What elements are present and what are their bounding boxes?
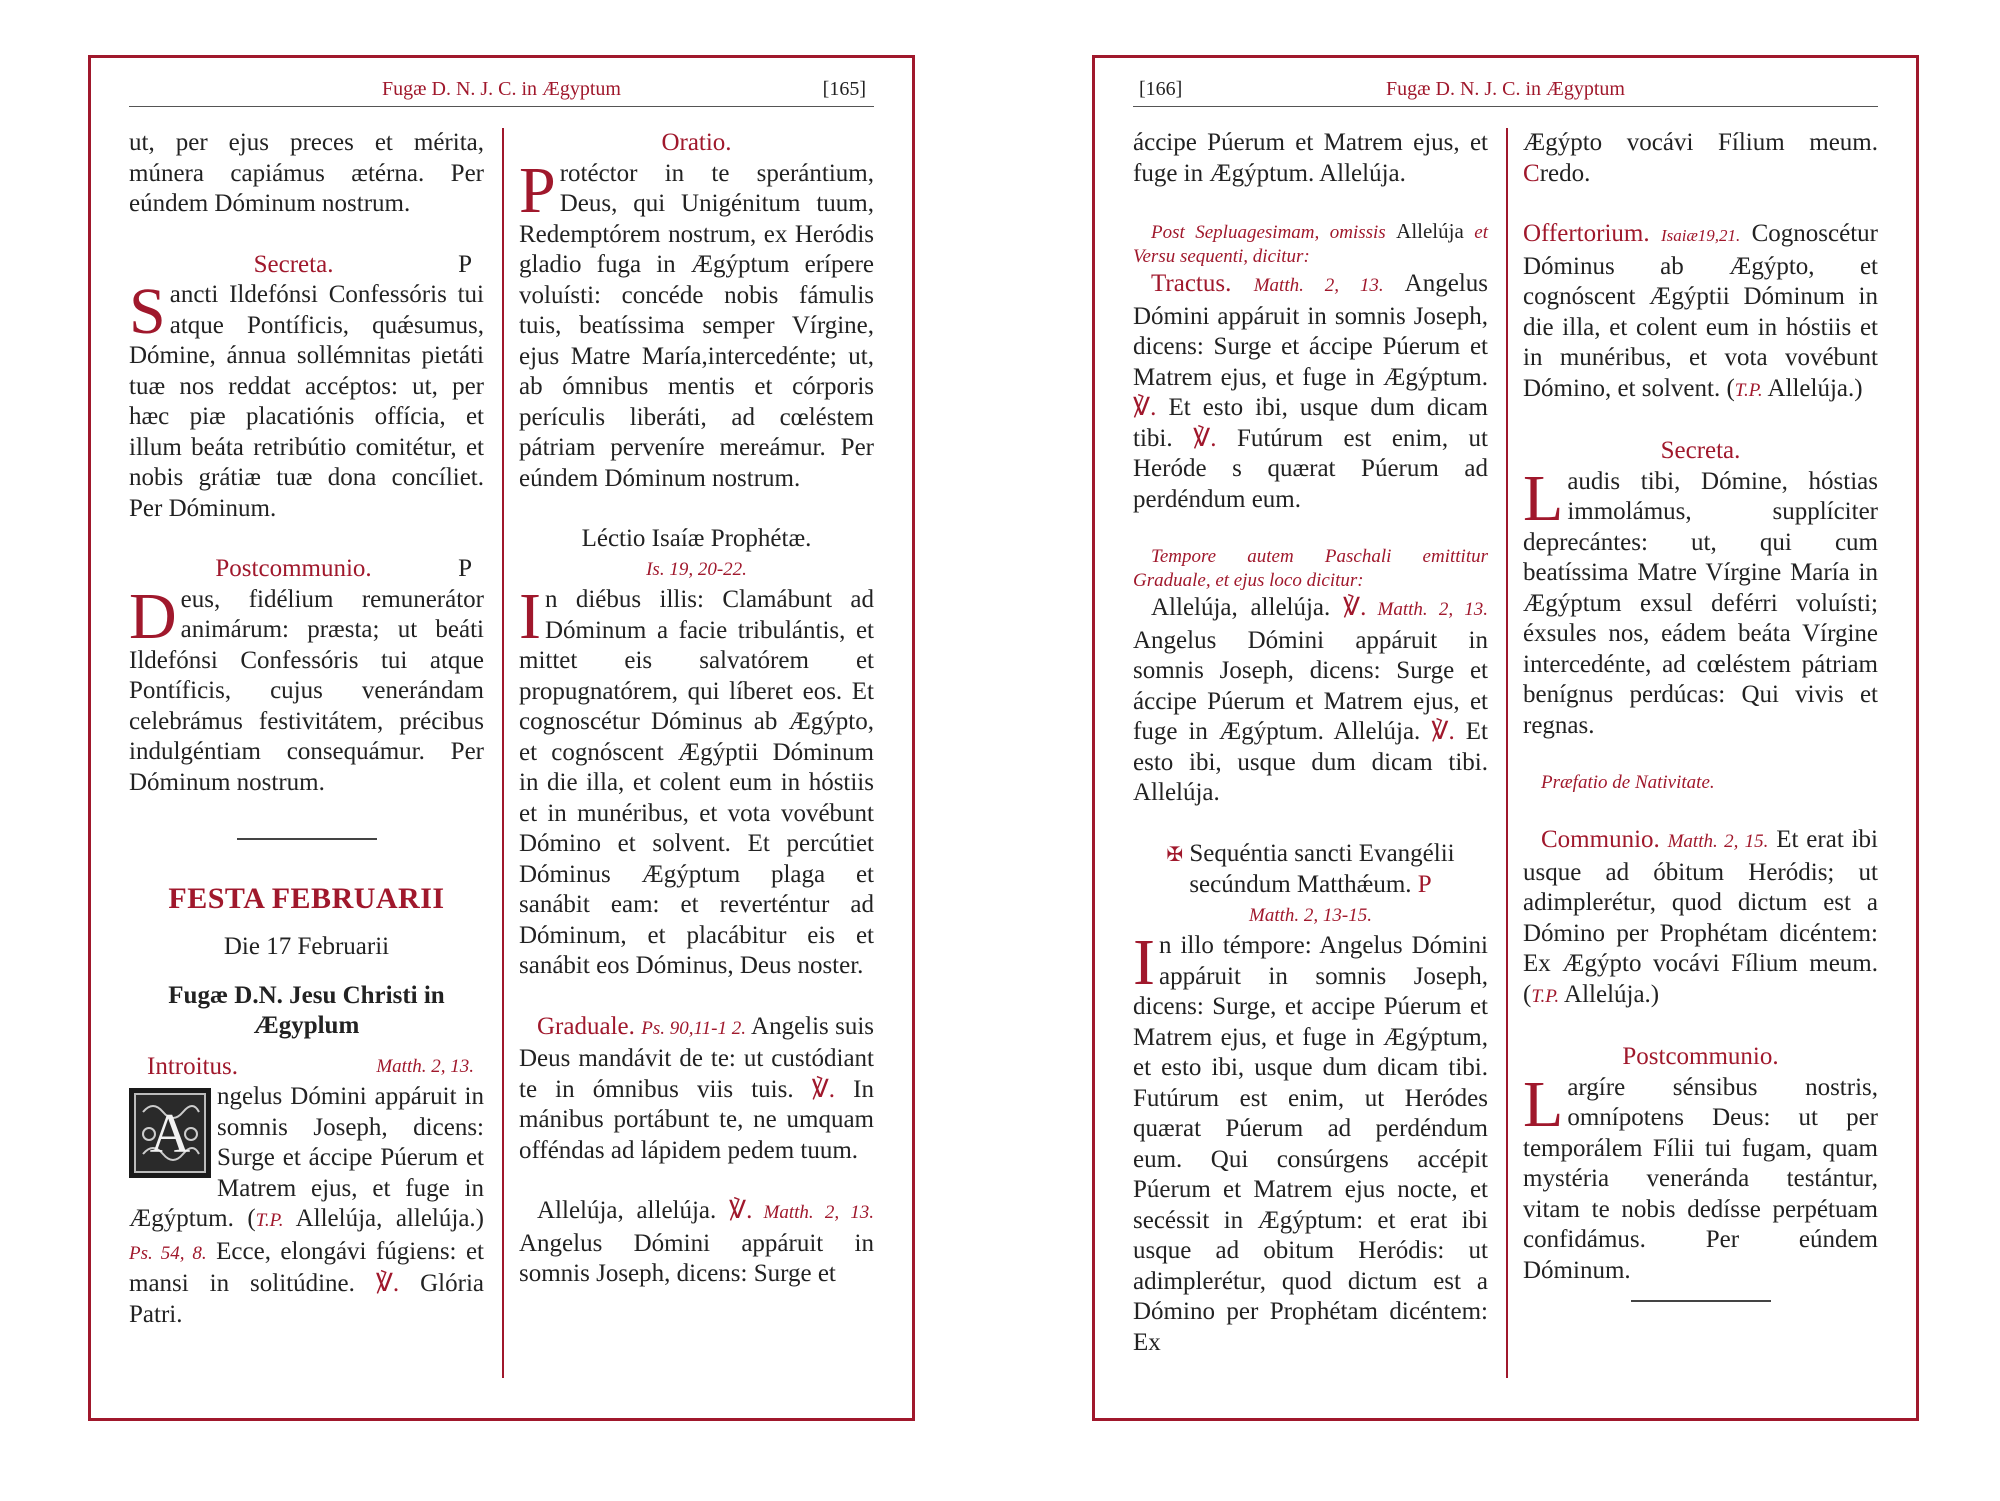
evangelium-title: ✠ Sequéntia sancti Evangélii secúndum Matthǽum. P: [1166, 839, 1455, 898]
page-number: [166]: [1139, 78, 1183, 100]
page-166: [1092, 55, 1919, 1421]
section-title-offertorium: Offertorium.: [1523, 220, 1650, 247]
feast-date: Die 17 Februarii: [223, 933, 390, 960]
scripture-reference: Matth. 2, 13.: [376, 1055, 474, 1077]
section-title-oratio: Oratio.: [661, 129, 732, 156]
proper-mark: P: [1417, 871, 1432, 898]
scripture-reference: Is. 19, 20-22.: [646, 558, 747, 580]
postcommunio-text: Deus, fidélium remunerátor animárum: præsta; ut beáti Ildefónsi Confessóris tui atque Pontíficis, cujus venerándam celebrámus festivitátem, précibus indulgéntiam consequámur. Per Dóminum nostrum.: [129, 579, 484, 796]
section-title-secreta: Secreta. P: [129, 250, 484, 281]
scripture-reference: Matth. 2, 13.: [752, 1202, 874, 1223]
column-right: [1523, 128, 1878, 1302]
tractus-text: Tractus. Matth. 2, 13. Angelus Dómini appáruit in somnis Joseph, dicens: Surge et áccipe Púerum et Matrem ejus, et fuge in Ægýptum. ℣. Et esto ibi, usque dum dicam tibi. ℣. Futúrum est enim, ut Heróde s quærat Púerum ad perdéndum eum.: [1133, 270, 1489, 513]
credo-initial: C: [1523, 159, 1540, 187]
feast-name: Fugæ D.N. Jesu Christi in Ægyplum: [168, 981, 445, 1039]
opening-text: Ægýpto vocávi Fílium meum. Credo.: [1523, 129, 1878, 187]
rubric-paschal: Tempore autem Paschali emittitur Graduale, et ejus loco dicitur:: [1133, 546, 1488, 591]
opening-text: ut, per ejus preces et mérita, múnera capiámus ætérna. Per eúndem Dóminum nostrum.: [129, 129, 484, 217]
section-title-graduale: Graduale.: [537, 1012, 635, 1040]
versicle-icon: ℣.: [728, 1197, 753, 1224]
proper-mark: P: [458, 250, 472, 278]
section-title-communio: Communio.: [1541, 826, 1660, 853]
column-rule: [1506, 128, 1508, 1378]
evangelium-text: In illo témpore: Angelus Dómini appáruit in somnis Joseph, dicens: Surge, et accipe Púerum et Matrem ejus, et fuge in Ægýptum, et esto ibi, usque dum dicam tibi. Futúrum est enim, ut Heródes quærat Púerum ad perdéndum eum. Qui consúrgens accépit Púerum et Matrem ejus nocte, et secéssit in Ægýptum: et erat ibi usque ad obitum Heródis: ut adimplerétur, quod dictum est a Dómino per Prophétam dicéntem: Ex: [1133, 926, 1488, 1356]
introitus-header: [129, 1052, 484, 1083]
versicle-icon: ℣.: [1133, 394, 1157, 421]
drop-cap-initial: P: [519, 153, 556, 227]
column-left: [1133, 128, 1488, 1358]
column-right: [519, 128, 874, 1290]
versicle-icon: ℣.: [811, 1075, 836, 1103]
drop-cap-initial: S: [129, 275, 166, 348]
secreta-text: Laudis tibi, Dómine, hóstias immolámus, supplíciter deprecántes: ut, qui cum beatíssima Matre Vírgine María in Ægýptum exsul deférri voluísti; éxsules nos, eádem beáta Vírgine intercedénte, ad cœléstem pátriam benígnus perdúcas: Qui vivis et regnas.: [1523, 461, 1878, 739]
lectio-text: In diébus illis: Clamábunt ad Dóminum a facie tribulántis, et mittet eis salvatórem et propugnatórem, qui líberet eos. Et cognoscétur Dóminus ab Ægýpto, et cognóscent Ægýptii Dóminum in die illa, et colent eum in hóstiis et in munéribus, et vota vovébunt Dómino et solvent. Et percútiet Dóminus Ægýptum plaga et sanábit eam: et reverténtur ad Dóminum, et placábitur eis et sanábit eos Dóminus, Deus noster.: [519, 580, 874, 979]
alleluia-text: Allelúja, allelúja. ℣. Matth. 2, 13. Angelus Dómini appáruit in somnis Joseph, dicens: Surge et: [519, 1197, 874, 1287]
secreta-text: Sancti Ildefónsi Confessóris tui atque Pontíficis, quǽsumus, Dómine, ánnua sollémnitas pietáti tuæ nos reddat accéptos: ut, per hæc piæ placatiónis offícia, et illum beáta retribútio comitétur, et nobis grátiæ tuæ dona concíliet. Per Dóminum.: [129, 275, 484, 522]
drop-cap-initial: I: [1133, 926, 1155, 999]
scripture-reference: Ps. 54, 8.: [129, 1242, 207, 1264]
scripture-reference: Ps. 90,11-1 2.: [641, 1017, 747, 1039]
running-head: [1133, 72, 1878, 107]
oratio-text: Protéctor in te sperántium, Deus, qui Unigénitum tuum, Redemptórem nostrum, ex Heródis gladio fuga in Ægýptum erípere voluísti: concéde nobis fámulis tuis, beatíssima semper Vírgine, ejus Matre María,intercedénte; ut, ab ómnibus mentis et córporis perículis liberáti, ad cœléstem pátriam perveníre mereámur. Per eúndem Dóminum nostrum.: [519, 153, 874, 492]
running-title: Fugæ D. N. J. C. in Ægyptum: [382, 78, 621, 100]
page-165: [88, 55, 915, 1421]
scripture-reference: Isaiæ19,21.: [1660, 226, 1741, 245]
ornate-initial-icon: [129, 1088, 211, 1178]
drop-cap-initial: I: [519, 580, 541, 653]
festa-heading: FESTA FEBRUARII: [168, 881, 445, 915]
section-title-secreta: Secreta.: [1660, 437, 1741, 464]
section-title-postcommunio: Postcommunio. P: [129, 554, 484, 585]
section-divider: [1631, 1300, 1771, 1302]
versicle-icon: ℣.: [1342, 594, 1367, 621]
versicle-icon: ℣.: [1431, 718, 1455, 745]
scripture-reference: Matth. 2, 13-15.: [1249, 904, 1372, 926]
cross-icon: ✠: [1166, 843, 1184, 866]
svg-text:A: A: [149, 1103, 191, 1165]
alleluia-tp-text: Allelúja, allelúja. ℣. Matth. 2, 13. Angelus Dómini appáruit in somnis Joseph, dicens: Surge et áccipe Púerum et Matrem ejus, et fuge in Ægýptum. Allelúja. ℣. Et esto ibi, usque dum dicam tibi. Allelúja.: [1133, 594, 1489, 806]
section-title-tractus: Tractus.: [1151, 270, 1232, 297]
versicle-icon: ℣.: [375, 1270, 400, 1297]
section-title-postcommunio: Postcommunio.: [1622, 1043, 1779, 1070]
section-title-introitus: Introitus.: [147, 1052, 238, 1080]
proper-mark: P: [458, 555, 472, 582]
running-title: Fugæ D. N. J. C. in Ægyptum: [1386, 78, 1625, 100]
column-rule: [502, 128, 504, 1378]
opening-text: áccipe Púerum et Matrem ejus, et fuge in Ægýptum. Allelúja.: [1133, 129, 1488, 187]
drop-cap-initial: L: [1523, 461, 1564, 535]
scripture-reference: Matth. 2, 13.: [1253, 275, 1384, 296]
praefatio-rubric: Præfatio de Nativitate.: [1541, 772, 1715, 793]
communio-text: Communio. Matth. 2, 15. Et erat ibi usque ad óbitum Heródis; ut adimplerétur, quod dictum est a Dómino per Prophétam dicéntem: Ex Ægýpto vocávi Fílium meum. (T.P. Allelúja.): [1523, 826, 1879, 1008]
scripture-reference: Matth. 2, 13.: [1366, 599, 1488, 620]
drop-cap-initial: L: [1523, 1067, 1564, 1141]
postcommunio-text: Largíre sénsibus nostris, omnípotens Deus: ut per temporálem Fílii tui fugam, quam mystéria veneránda testántur, vitam te nobis dedísse perpétuam confidámus. Per eúndem Dóminum.: [1523, 1067, 1878, 1284]
versicle-icon: ℣.: [1193, 424, 1217, 452]
lectio-title: Léctio Isaíæ Prophétæ.: [581, 525, 812, 552]
rubric-septuagesima: Post Sepluagesimam, omissis Allelúja et Versu sequenti, dicitur:: [1133, 219, 1488, 267]
introitus-text: A ngelus Dómini appáruit in somnis Joseph, dicens: Surge et áccipe Púerum et Matrem ejus, et fuge in Ægýptum. (T.P. Allelúja, allelúja.) Ps. 54, 8. Ecce, elongávi fúgiens: et mansi in solitúdine. ℣. Glória Patri.: [129, 1083, 484, 1328]
drop-cap-initial: D: [129, 579, 177, 653]
graduale-text: Graduale. Ps. 90,11-1 2. Angelis suis Deus mandávit de te: ut custódiant te in ómnibus viis tuis. ℣. In mánibus portábunt te, ne umquam offéndas ad lápidem pedem tuum.: [519, 1012, 875, 1164]
column-left: [129, 128, 484, 1330]
offertorium-text: Offertorium. Isaiæ19,21. Cognoscétur Dóminus ab Ægýpto, et cognóscent Ægýptii Dóminum in die illa, et colent eum in hóstiis et in munéribus, et vota vovébunt Dómino, et solvent. (T.P. Allelúja.): [1523, 220, 1878, 402]
running-head: [129, 72, 874, 107]
page-number: [165]: [822, 78, 866, 100]
scripture-reference: Matth. 2, 15.: [1667, 831, 1769, 852]
